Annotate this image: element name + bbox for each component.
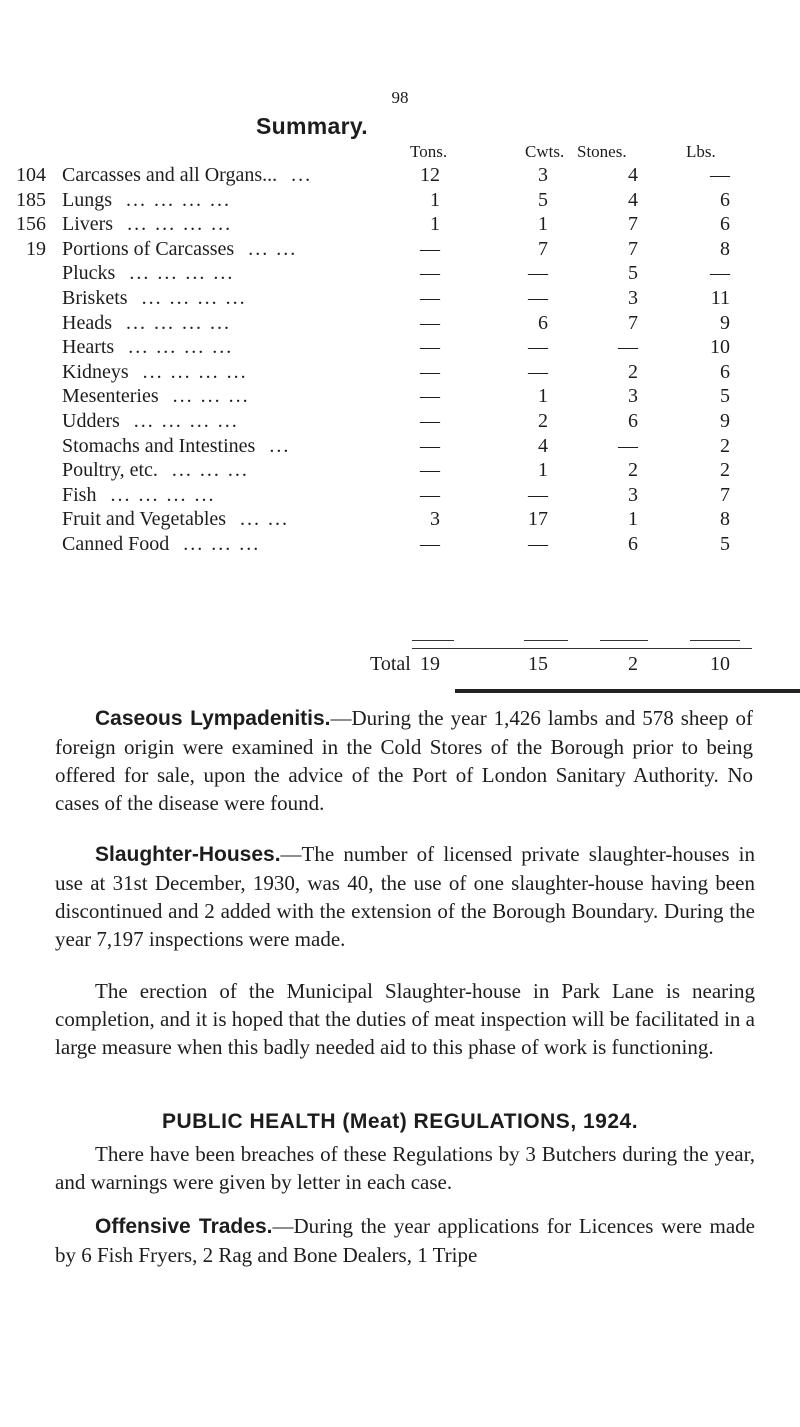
row-label-dots: ... ... ... ...: [127, 213, 233, 236]
row-label-text: Livers: [62, 213, 114, 236]
tons-rule: [412, 640, 454, 641]
row-stones: 1: [628, 508, 638, 531]
row-cwts: 1: [538, 213, 548, 236]
row-tons: —: [420, 237, 440, 260]
total-rule: [412, 648, 752, 649]
row-label-dots: ... ...: [240, 508, 290, 531]
row-lbs: 7: [720, 483, 730, 506]
cwts-rule: [524, 640, 568, 641]
row-tons: —: [420, 360, 440, 383]
row-label: [62, 188, 231, 212]
row-stones: 3: [628, 287, 638, 309]
row-count: 156: [16, 213, 46, 236]
column-header-cwts: Cwts.: [525, 142, 565, 161]
row-tons: 3: [430, 508, 440, 531]
row-label-dots: ...: [269, 434, 291, 457]
lbs-rule: [690, 640, 740, 641]
row-label-text: Fruit and Vegetables: [62, 508, 227, 531]
caseous-paragraph: [55, 704, 753, 817]
slaughter-heading: Slaughter-Houses.: [95, 843, 281, 866]
row-cwts: 2: [538, 410, 548, 432]
row-lbs: 9: [720, 410, 730, 432]
row-label-text: Portions of Carcasses: [62, 237, 235, 260]
row-label-text: Udders: [62, 410, 120, 432]
row-cwts: —: [528, 262, 548, 285]
table-row: [0, 335, 800, 359]
table-row: [0, 384, 800, 408]
row-label-dots: ... ... ... ...: [141, 287, 247, 309]
column-header-tons: Tons.: [410, 142, 448, 161]
total-lbs: 10: [710, 653, 730, 675]
row-cwts: 3: [538, 164, 548, 186]
total-stones: 2: [628, 653, 638, 675]
table-row: [0, 261, 800, 285]
row-tons: —: [420, 287, 440, 309]
row-label: [62, 237, 297, 261]
row-lbs: 2: [720, 434, 730, 457]
row-label: [62, 458, 249, 482]
row-label-text: Lungs: [62, 188, 112, 211]
row-lbs: 5: [720, 533, 730, 555]
row-label-dots: ... ... ...: [171, 459, 249, 482]
row-stones: 2: [628, 360, 638, 383]
row-label-dots: ...: [291, 164, 313, 186]
row-label: [62, 507, 289, 531]
row-tons: —: [420, 262, 440, 285]
section-divider: [455, 689, 800, 693]
offensive-text: —During the year applications for Licences were made by 6 Fish Fryers, 2 Rag and Bone Dealers, 1 Tripe: [55, 1214, 756, 1267]
row-label-dots: ... ... ... ...: [128, 336, 234, 359]
row-label-text: Kidneys: [62, 360, 129, 383]
row-cwts: —: [528, 336, 548, 359]
row-stones: 3: [628, 483, 638, 506]
row-label-text: Hearts: [62, 336, 115, 359]
slaughter-text: —The number of licensed private slaughter-houses in use at 31st December, 1930, was 40, the use of one slaughter-house having been discontinued and 2 added with the extension of the Borough Boundary. During the year 7,197 inspections were made.: [55, 842, 755, 951]
row-stones: 3: [628, 385, 638, 408]
table-row: [0, 212, 800, 236]
row-label: [62, 434, 290, 458]
row-count: 19: [26, 237, 46, 260]
total-label: Total: [370, 653, 411, 675]
caseous-text: —During the year 1,426 lambs and 578 sheep of foreign origin were examined in the Cold Stores of the Borough prior to being offered for sale, upon the advice of the Port of London Sanitary Authority. No cases of the disease were found.: [55, 706, 753, 815]
row-label-dots: ... ... ... ...: [142, 360, 248, 383]
caseous-heading: Caseous Lympadenitis.: [95, 707, 331, 730]
row-lbs: 11: [710, 287, 730, 309]
row-label-text: Fish: [62, 483, 97, 506]
row-cwts: 5: [538, 188, 548, 211]
row-stones: 6: [628, 533, 638, 555]
row-stones: 7: [628, 213, 638, 236]
table-row: [0, 163, 800, 187]
row-label-text: Canned Food: [62, 533, 170, 555]
row-lbs: —: [710, 262, 730, 285]
table-row: [0, 188, 800, 212]
row-cwts: —: [528, 287, 548, 309]
row-label: [62, 212, 232, 236]
offensive-heading: Offensive Trades.: [95, 1215, 273, 1238]
row-tons: —: [420, 459, 440, 482]
row-stones: —: [618, 434, 638, 457]
table-row: [0, 286, 800, 310]
table-row: [0, 507, 800, 531]
row-cwts: 6: [538, 311, 548, 334]
row-stones: —: [618, 336, 638, 359]
row-stones: 7: [628, 237, 638, 260]
row-tons: —: [420, 533, 440, 555]
row-label-dots: ... ... ... ...: [126, 188, 231, 211]
row-lbs: 8: [720, 508, 730, 531]
total-cwts: 15: [528, 653, 548, 675]
row-label-text: Poultry, etc.: [62, 459, 158, 482]
row-label-dots: ... ... ...: [183, 533, 261, 555]
row-label-text: Carcasses and all Organs...: [62, 164, 278, 186]
regulations-paragraph: [55, 1140, 755, 1196]
row-label-dots: ... ... ... ...: [129, 262, 235, 285]
row-label-text: Heads: [62, 311, 112, 334]
row-count: 104: [16, 164, 46, 186]
regulations-text: There have been breaches of these Regulations by 3 Butchers during the year, and warnings were given by letter in each case.: [55, 1142, 755, 1194]
row-label: [62, 483, 215, 507]
row-cwts: 1: [538, 459, 548, 482]
row-stones: 4: [628, 164, 638, 186]
row-lbs: 6: [720, 188, 730, 211]
row-stones: 4: [628, 188, 638, 211]
row-stones: 5: [628, 262, 638, 285]
row-label: [62, 532, 260, 556]
row-tons: —: [420, 483, 440, 506]
row-cwts: —: [528, 483, 548, 506]
row-label-dots: ... ... ... ...: [125, 311, 231, 334]
row-lbs: —: [710, 164, 730, 186]
row-lbs: 9: [720, 311, 730, 334]
row-tons: 1: [430, 213, 440, 236]
table-row: [0, 532, 800, 556]
row-cwts: 17: [528, 508, 548, 531]
row-label-dots: ... ... ... ...: [133, 410, 239, 432]
row-cwts: 4: [538, 434, 548, 457]
row-label-dots: ... ... ...: [172, 385, 250, 408]
row-lbs: 6: [720, 213, 730, 236]
total-row: [0, 652, 800, 676]
row-label-text: Plucks: [62, 262, 116, 285]
row-label: [62, 384, 250, 408]
row-label: [62, 261, 234, 285]
row-label: [62, 311, 231, 335]
row-tons: —: [420, 336, 440, 359]
row-lbs: 10: [710, 336, 730, 359]
row-lbs: 6: [720, 360, 730, 383]
table-row: [0, 458, 800, 482]
row-cwts: 7: [538, 237, 548, 260]
table-row: [0, 237, 800, 261]
row-label-text: Mesenteries: [62, 385, 159, 408]
row-stones: 6: [628, 410, 638, 432]
row-tons: 12: [420, 164, 440, 186]
row-label: [62, 286, 247, 310]
row-count: 185: [16, 188, 46, 211]
column-header-stones: Stones.: [577, 142, 627, 161]
row-label: [62, 409, 239, 433]
row-label-text: Briskets: [62, 287, 128, 309]
row-label-text: Stomachs and Intestines: [62, 434, 256, 457]
stones-rule: [600, 640, 648, 641]
row-cwts: —: [528, 533, 548, 555]
row-label: [62, 360, 248, 384]
total-tons: 19: [420, 653, 440, 675]
row-lbs: 5: [720, 385, 730, 408]
row-label: [62, 335, 233, 359]
row-cwts: 1: [538, 385, 548, 408]
summary-title: Summary.: [256, 113, 368, 139]
table-row: [0, 360, 800, 384]
municipal-text: The erection of the Municipal Slaughter-house in Park Lane is nearing completion, and it is hoped that the duties of meat inspection will be facilitated in a large measure when this badly needed aid to this phase of work is functioning.: [55, 979, 755, 1059]
table-row: [0, 311, 800, 335]
row-tons: —: [420, 410, 440, 432]
regulations-heading: PUBLIC HEALTH (Meat) REGULATIONS, 1924.: [161, 1110, 639, 1133]
row-tons: —: [420, 434, 440, 457]
row-stones: 2: [628, 459, 638, 482]
offensive-paragraph: [55, 1212, 755, 1269]
row-label: [62, 163, 312, 187]
column-header-lbs: Lbs.: [686, 142, 716, 161]
row-cwts: —: [528, 360, 548, 383]
table-row: [0, 483, 800, 507]
row-label-dots: ... ... ... ...: [110, 483, 216, 506]
row-tons: —: [420, 311, 440, 334]
page-number: 98: [391, 88, 409, 107]
row-lbs: 8: [720, 237, 730, 260]
row-lbs: 2: [720, 459, 730, 482]
row-tons: 1: [430, 188, 440, 211]
table-row: [0, 434, 800, 458]
row-stones: 7: [628, 311, 638, 334]
row-label-dots: ... ...: [248, 237, 298, 260]
row-tons: —: [420, 385, 440, 408]
table-row: [0, 409, 800, 433]
municipal-paragraph: [55, 977, 755, 1061]
slaughter-paragraph: [55, 840, 755, 953]
